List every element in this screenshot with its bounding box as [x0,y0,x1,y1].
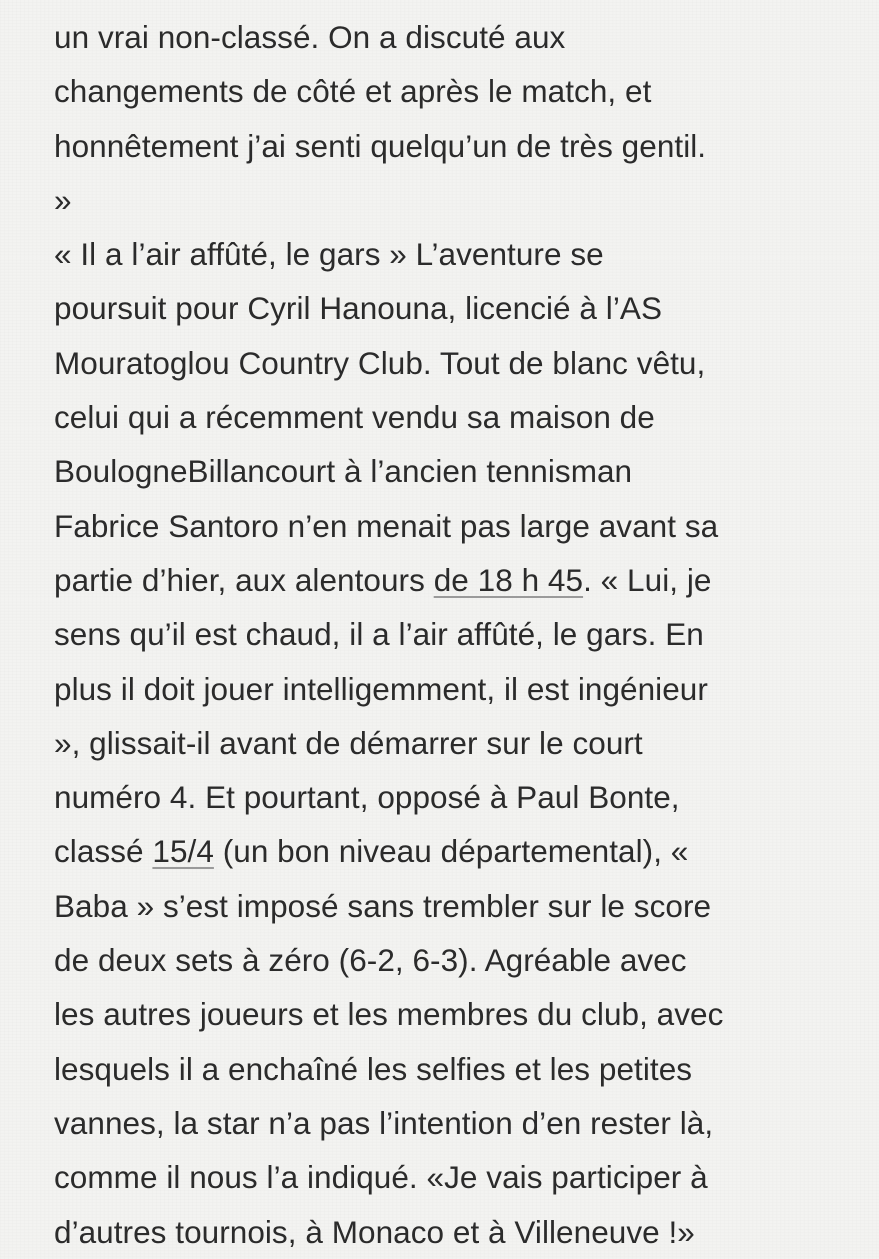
text-segment: (un bon niveau départemental), « [213,833,689,870]
text-line [54,824,859,878]
text-line: d’autres tournois, à Monaco et à Villeneuve !» [54,1213,695,1250]
text-line: Fabrice Santoro n’en menait pas large avant sa [54,507,719,544]
text-line: vannes, la star n’a pas l’intention d’en rester là, [54,1104,714,1141]
text-line: », glissait-il avant de démarrer sur le court [54,724,643,761]
text-line: sens qu’il est chaud, il a l’air affûté, le gars. En [54,616,704,653]
text-line: les autres joueurs et les membres du club, avec [54,996,724,1033]
text-line: Mouratoglou Country Club. Tout de blanc vêtu, [54,344,706,381]
text-line [54,553,859,607]
text-line: BoulogneBillancourt à l’ancien tennisman [54,453,633,490]
time-link[interactable]: de 18 h 45 [433,561,584,598]
text-line: poursuit pour Cyril Hanouna, licencié à l’AS [54,290,663,327]
text-line: celui qui a récemment vendu sa maison de [54,399,655,436]
text-segment: . « Lui, je [583,561,712,598]
text-segment: classé [54,833,153,870]
text-line: « Il a l’air affûté, le gars » L’aventure se [54,236,604,273]
ranking-link[interactable]: 15/4 [152,833,214,870]
text-line: Baba » s’est imposé sans trembler sur le score [54,887,712,924]
text-line: plus il doit jouer intelligemment, il est ingénieur [54,670,708,707]
text-line: honnêtement j’ai senti quelqu’un de très gentil. [54,127,707,164]
text-line: » [54,181,72,218]
text-line: un vrai non-classé. On a discuté aux [54,19,566,55]
text-segment: partie d’hier, aux alentours [54,561,434,598]
text-line: comme il nous l’a indiqué. «Je vais participer à [54,1159,708,1196]
text-line: numéro 4. Et pourtant, opposé à Paul Bonte, [54,779,680,816]
text-line: changements de côté et après le match, et [54,73,652,110]
text-line: de deux sets à zéro (6-2, 6-3). Agréable avec [54,942,687,979]
text-line: lesquels il a enchaîné les selfies et les petites [54,1050,693,1087]
